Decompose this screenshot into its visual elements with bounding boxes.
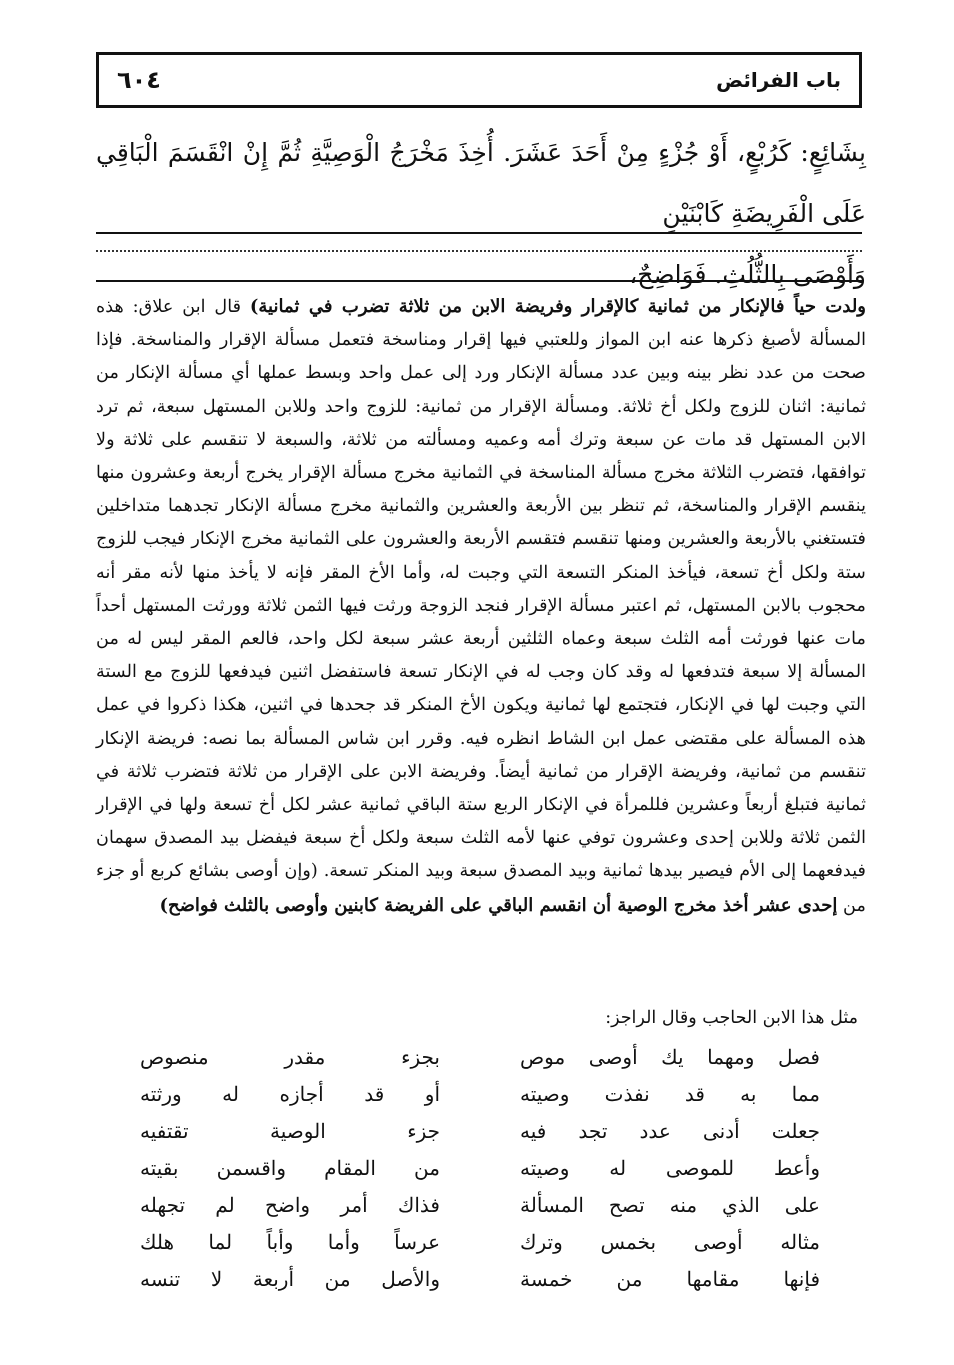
verse-second-hemistich: والأصل من أربعة لا تنسه — [140, 1266, 440, 1291]
verse-first-hemistich: على الذي منه تصح المسألة — [520, 1192, 820, 1217]
page-header — [96, 52, 862, 108]
verse-second-hemistich: عرساً وأما وأباً لما هلك — [140, 1229, 440, 1254]
separator-bottom — [96, 280, 862, 282]
commentary-quote: إحدى عشر أخذ مخرج الوصية أن انقسم الباقي على الفريضة كابنين وأوصى بالثلث فواضح) — [159, 894, 838, 916]
verse-second-hemistich: بجزء مقدر منصوص — [140, 1044, 440, 1069]
chapter-title: باب الفرائض — [716, 68, 841, 92]
verse-row — [140, 1075, 820, 1112]
verse-intro: مثل هذا الابن الحاجب وقال الراجز: — [605, 1008, 858, 1028]
verse-first-hemistich: مثاله أوصى بخمس وترك — [520, 1229, 820, 1254]
verse-second-hemistich: أو قد أجازه له ورثته — [140, 1081, 440, 1106]
commentary-body: قال ابن علاق: هذه المسألة لأصبغ ذكرها عنه ابن المواز وللعتبي فيها إقرار ومناسخة فتعمل مسألة الإقرار والمناسخة. فإذا صحت من عدد نظر بينه وبين عدد مسألة الإنكار ورد إلى عمل واحد وبسط عملها أي مسألة الإنكار من ثمانية: اثنان للزوج ولكل أخ ثلاثة. ومسألة الإقرار من ثمانية: للزوج واحد وللابن المستهل سبعة، ثم ترد الابن المستهل قد مات عن سبعة وترك أمه وعميه ومسألته من ثلاثة، والسبعة لا تنقسم على ثلاثة ولا توافقها، فتضرب الثلاثة مخرج مسألة المناسخة في الثمانية مخرج مسألة الإقرار يخرج أربعة وعشرون منها ينقسم الإقرار والمناسخة، ثم تنظر بين الأربعة والعشرين والثمانية مخرج مسألة الإنكار تجدهما متداخلين فتستغني بالأربعة والعشرين ومنها تنقسم فتقسم الأربعة والعشرون على الثمانية مخرج الإنكار فيجب للزوج ستة ولكل أخ تسعة، فيأخذ المنكر التسعة التي وجبت له، وأما الأخ المقر فإنه لا يأخذ منها لأنه مقر أنه محجوب بالابن المستهل، ثم اعتبر مسألة الإقرار فنجد الزوجة ورثت فيها الثمن ثلاثة وورثت المستهل أحداً مات عنها فورثت أمه الثلث سبعة وعماه الثلثين أربعة عشر سبعة لكل واحد، فالعم المقر ليس له من المسألة إلا سبعة فتدفعها له وقد كان وجب له في الإنكار تسعة فاستفضل اثنين فيدفعها للزوج مع الستة التي وجبت لها في الإنكار، فتجتمع لها ثمانية ويكون الأخ المنكر قد جحدها في اثنين، هكذا ذكروا في عمل هذه المسألة على مقتضى عمل ابن الشاط انظره فيه. وقرر ابن شاس المسألة بما نصه: فريضة الإنكار تنقسم من ثمانية، وفريضة الإقرار من ثمانية أيضاً. وفريضة الابن على الإقرار من ثلاثة فتضرب ثلاثة في ثمانية فتبلغ أربعاً وعشرين فللمرأة في الإنكار الربع ستة الباقي ثمانية عشر لكل أخ تسعة ولها في الإقرار الثمن ثلاثة وللابن إحدى وعشرون توفي عنها لأمه الثلث سبعة ولكل أخ سبعة فيفضل بيد المصدق سهمان فيدفعهما إلى الأم فيصير بيدها ثمانية وبيد المصدق سبعة وبيد المنكر تسعة. — [96, 297, 866, 882]
main-text-line-1: بِشَائِعٍ: كَرُبْعٍ، أَوْ جُزْءٍ مِنْ أَحَدَ عَشَرَ. أُخِذَ مَخْرَجُ الْوَصِيَّةِ ثُمَّ إِنْ انْقَسَمَ الْبَاقِي عَلَى الْفَرِيضَةِ كَابْنَيْنِ — [96, 138, 866, 228]
verse-second-hemistich: فذاك أمر واضح لم تجهله — [140, 1192, 440, 1217]
commentary-text — [96, 290, 866, 923]
verse-second-hemistich: من المقام واقسمن بقيته — [140, 1155, 440, 1180]
dotted-separator — [96, 250, 862, 252]
verse-row — [140, 1223, 820, 1260]
verse-row — [140, 1149, 820, 1186]
verse-row — [140, 1186, 820, 1223]
verse-first-hemistich: جعلت أدنى عدد تجد فيه — [520, 1118, 820, 1143]
verse-first-hemistich: مما به قد نفذت وصيته — [520, 1081, 820, 1106]
main-text-line-2: وَأَوْصَى بِالثُّلُثِ. فَوَاضِحٌ، — [629, 260, 866, 289]
verse-first-hemistich: فصل ومهما يك أوصى موص — [520, 1044, 820, 1069]
verse-row — [140, 1038, 820, 1075]
commentary-lead: ولدت حياً فالإنكار من ثمانية كالإقرار وفريضة الابن من ثلاثة تضرب في ثمانية) — [249, 296, 866, 317]
verse-first-hemistich: وأعط للموصى له وصيته — [520, 1155, 820, 1180]
commentary-quote-open: (وإن أوصى بشائع كربع أو جزء من — [96, 861, 866, 916]
separator-top — [96, 232, 862, 234]
verse-second-hemistich: جزء الوصية تقتفيه — [140, 1118, 440, 1143]
verse-row — [140, 1112, 820, 1149]
verse-row — [140, 1260, 820, 1297]
verse-first-hemistich: فإنها مقامها من خمسة — [520, 1266, 820, 1291]
page-number: ٦٠٤ — [117, 66, 161, 94]
verse-block — [140, 1038, 820, 1297]
main-text — [96, 122, 866, 305]
